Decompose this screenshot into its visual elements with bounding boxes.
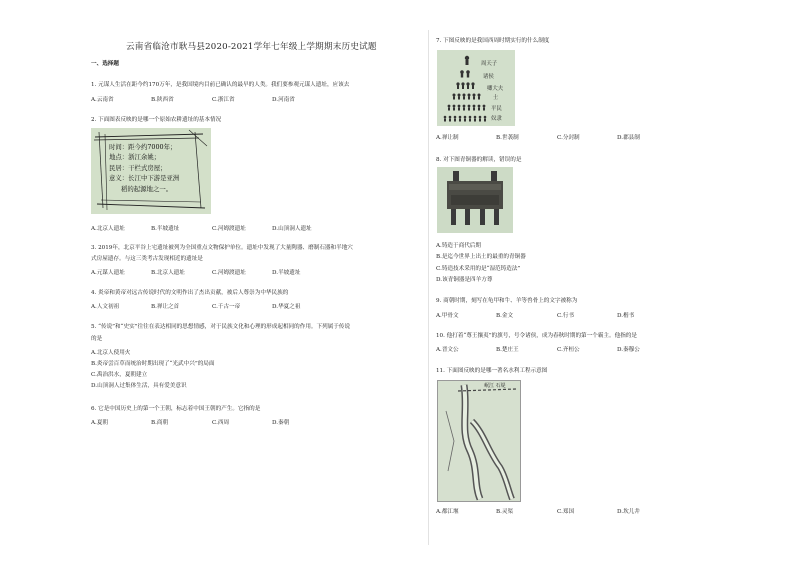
q4-option-a[interactable]: A.人文初祖 [91,304,120,310]
q9-option-d[interactable]: D.楷书 [617,313,635,319]
q2-card-line-5: 稻的起源地之一。 [121,184,173,193]
q5-option-c[interactable]: C.禹治洪水，夏朝建立 [91,372,148,378]
q2-info-card [91,128,211,214]
q11-option-a[interactable]: A.都江堰 [436,509,459,515]
question-8: 8. 对下图青铜器的解读，错误的是 [436,157,522,163]
q7-option-c[interactable]: C.分封制 [557,135,580,141]
q1-option-b[interactable]: B.陕西省 [151,97,174,103]
pyramid-label-tianzi: 周天子 [481,61,498,67]
question-11: 11. 下面图反映的是哪一著名水利工程示意图 [436,368,548,374]
q2-card-line-1: 时间：距今约7000年； [109,143,177,151]
q3-option-b[interactable]: B.北京人遗址 [151,270,185,276]
q8-option-b[interactable]: B.是迄今世界上出土的最重的青铜器 [436,254,526,260]
q9-option-b[interactable]: B.金文 [496,313,514,319]
question-7: 7. 下图反映的是我国西周时期实行的什么制度 [436,38,550,44]
q2-option-a[interactable]: A.北京人遗址 [91,226,125,232]
q4-option-c[interactable]: C.千古一帝 [212,304,241,310]
q8-option-c[interactable]: C.铸造技术采用的是“湿范铸造法” [436,266,521,272]
q4-option-d[interactable]: D.华夏之祖 [272,304,301,310]
question-5-line-1: 5. “传说”和“史实”往往在表达相同的思想情感，对于民族文化和心理的形成起相同的作用。下列属于传说 [91,324,351,330]
q5-option-b[interactable]: B.炎帝尝百草而统治时期出现了“光武中兴”的局面 [91,361,215,367]
q7-pyramid-figures [437,50,515,126]
q11-option-c[interactable]: C.郑国 [557,509,575,515]
q10-option-b[interactable]: B.楚庄王 [496,347,519,353]
q7-pyramid-image [437,50,515,126]
q11-option-b[interactable]: B.灵渠 [496,509,514,515]
q6-option-c[interactable]: C.西周 [212,420,230,426]
question-3-line-1: 3. 2019年，北京平谷上宅遗址被列为全国重点文物保护单位。遗址中发现了大量陶器、磨制石器和半地穴 [91,245,353,251]
q2-option-b[interactable]: B.半坡遗址 [151,226,180,232]
q2-card-line-4: 意义：长江中下游是亚洲 [109,174,180,183]
q1-option-a[interactable]: A.云南省 [91,97,114,103]
question-5-line-2: 的是 [91,336,103,342]
q8-bronze-vessel-image [437,167,513,233]
q9-option-a[interactable]: A.甲骨文 [436,313,459,319]
q11-map-image [437,380,521,502]
q5-option-d[interactable]: D.山顶洞人过集体生活，具有爱美意识 [91,383,187,389]
q11-map-label: 岷江 石堤 [484,383,506,389]
pyramid-label-pingmin: 平民 [491,106,502,112]
q8-option-a[interactable]: A.铸造于商代后期 [436,243,481,249]
q3-option-c[interactable]: C.河姆渡遗址 [212,270,246,276]
question-4: 4. 炎帝和黄帝对远古传说时代的文明作出了杰出贡献，被后人尊崇为中华民族的 [91,290,289,296]
q11-option-d[interactable]: D.坎儿井 [617,509,640,515]
q2-card-line-3: 民居：干栏式房屋； [109,163,167,172]
q10-option-c[interactable]: C.齐桓公 [557,347,580,353]
q7-option-a[interactable]: A.禅让制 [436,135,459,141]
q9-option-c[interactable]: C.行书 [557,313,575,319]
question-3-line-2: 式房屋遗存。与这三类考古发现相近的遗址是 [91,256,203,262]
section-heading: 一、选择题 [91,61,119,67]
q8-bronze-ding-drawing [437,167,513,233]
pyramid-label-qingdafu: 卿大夫 [487,86,504,92]
column-divider [428,30,429,545]
q3-option-d[interactable]: D.半坡遗址 [272,270,301,276]
question-1: 1. 元谋人生活在距今约170万年，是我国境内目前已确认的最早的人类。我们要参观元谋人遗址，应该去 [91,82,350,88]
q11-river-map [438,381,520,501]
q7-option-b[interactable]: B.世袭制 [496,135,519,141]
q2-option-d[interactable]: D.山顶洞人遗址 [272,226,312,232]
q7-option-d[interactable]: D.郡县制 [617,135,640,141]
question-2: 2. 下面图表反映的是哪一个原始农耕遗址的基本情况 [91,117,222,123]
q2-card-line-2: 地点：浙江余姚； [109,153,161,162]
q5-option-a[interactable]: A.北京人使用火 [91,350,131,356]
question-9: 9. 商朝时期，刻写在龟甲和牛、羊等兽骨上的文字被称为 [436,298,578,304]
q2-option-c[interactable]: C.河姆渡遗址 [212,226,246,232]
page-title: 云南省临沧市耿马县2020-2021学年七年级上学期期末历史试题 [126,42,377,52]
q6-option-d[interactable]: D.秦朝 [272,420,290,426]
pyramid-label-zhuhou: 诸侯 [483,74,494,80]
question-6: 6. 它是中国历史上的第一个王朝，标志着中国王朝的产生。它指的是 [91,406,261,412]
q4-option-b[interactable]: B.禅让之首 [151,304,180,310]
q3-option-a[interactable]: A.元谋人遗址 [91,270,125,276]
q10-option-a[interactable]: A.晋文公 [436,347,459,353]
pyramid-label-nuli: 奴隶 [491,116,502,122]
q8-option-d[interactable]: D.该青铜器是四羊方尊 [436,277,493,283]
q10-option-d[interactable]: D.秦穆公 [617,347,640,353]
question-10: 10. 他打着“尊王攘夷”的旗号，号令诸侯，成为春秋时期的第一个霸主。他指的是 [436,333,637,339]
q1-option-d[interactable]: D.河南省 [272,97,295,103]
q6-option-a[interactable]: A.夏朝 [91,420,109,426]
pyramid-label-shi: 士 [493,95,499,101]
q6-option-b[interactable]: B.商朝 [151,420,169,426]
q1-option-c[interactable]: C.浙江省 [212,97,235,103]
